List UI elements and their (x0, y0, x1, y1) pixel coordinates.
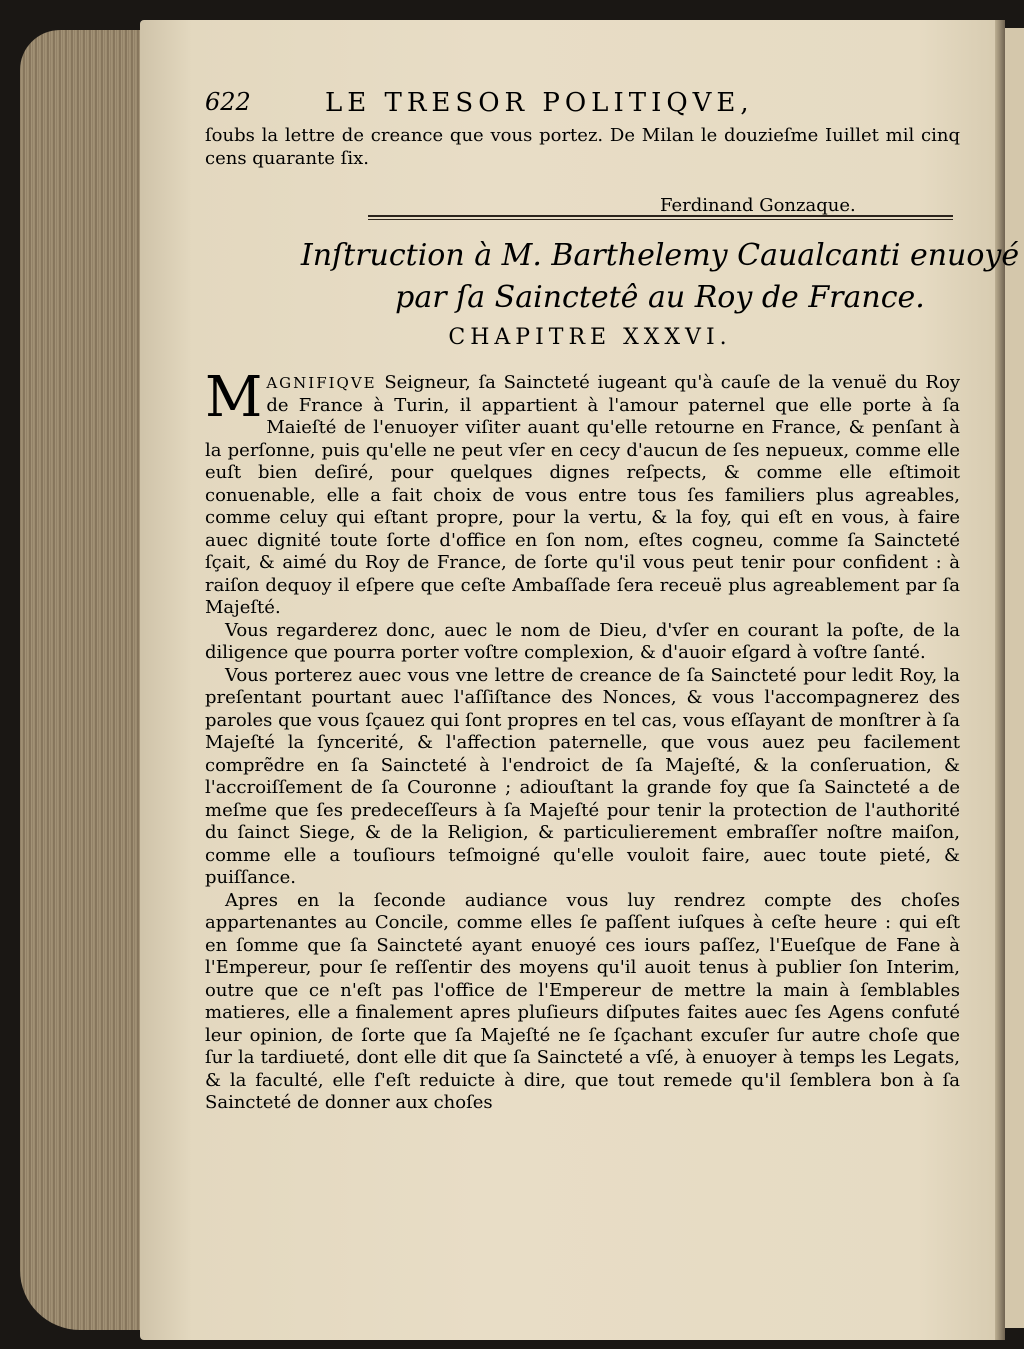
opening-word: AGNIFIQVE (266, 374, 377, 392)
page-gutter (995, 20, 1005, 1340)
previous-letter-end: ſoubs la lettre de creance que vous portez. De Milan le douzieſme Iuillet mil cinq cens quarante ſix. (205, 125, 960, 169)
section-divider (368, 215, 953, 217)
section-title: Inſtruction à M. Barthelemy Caualcanti enuoyé par ſa Sainctetê au Roy de France. (300, 238, 1020, 315)
paragraph-1 (205, 365, 960, 620)
paragraph-2: Vous regarderez donc, auec le nom de Dieu, d'vſer en courant la poſte, de la diligence que pourra porter voſtre complexion, & d'auoir eſgard à voſtre ſanté. (205, 619, 960, 663)
facing-page-edge (1003, 28, 1024, 1328)
page-number: 622 (205, 88, 251, 116)
running-title: LE TRESOR POLITIQVE, (325, 88, 754, 118)
drop-cap: M (205, 365, 263, 430)
signature: Ferdinand Gonzaque. (660, 195, 856, 216)
paragraph-3: Vous porterez auec vous vne lettre de creance de ſa Saincteté pour ledit Roy, la preſentant pourtant auec l'aſſiſtance des Nonces, & vous l'accompagnerez des paroles que vous ſçauez qui ſont propres en tel cas, vous eſſayant de monſtrer à ſa Majeſté la ſyncerité, & l'affection paternelle, que vous auez peu facilement comprẽdre en ſa Saincteté à l'endroict de ſa Majeſté, & la conſeruation, & l'accroiſſement de ſa Couronne ; adiouſtant la grande foy que ſa Saincteté a de meſme que ſes predeceſſeurs à ſa Majeſté pour tenir la protection de l'authorité du ſainct Siege, & de la Religion, & particulierement embraſſer noſtre maiſon, comme elle a touſiours teſmoigné qu'elle vouloit faire, auec toute pieté, & puiſſance. (205, 664, 960, 888)
running-head (205, 88, 965, 124)
main-text (205, 365, 960, 1115)
paragraph-text: Seigneur, ſa Saincteté iugeant qu'à cauſe de la venuë du Roy de France à Turin, il appartient à l'amour paternel que elle porte à ſa Maieſté de l'enuoyer viſiter auant qu'elle retourne en France, & penſant à la perſonne, puis qu'elle ne peut vſer en cecy d'aucun de ſes nepueux, comme elle euſt bien deſiré, pour quelques dignes reſpects, & comme elle eſtimoit conuenable, elle a fait choix de vous entre tous ſes familiers plus agreables, comme celuy qui eſtant propre, pour la vertu, & la foy, qui eſt en vous, à faire auec dignité toute ſorte d'office en ſon nom, eſtes cogneu, comme ſa Saincteté ſçait, & aimé du Roy de France, de ſorte qu'il vous peut tenir pour confident : à raiſon dequoy il eſpere que ceſte Ambaſſade ſera receuë plus agreablement par ſa Majeſté. (205, 372, 960, 618)
chapter-heading: CHAPITRE XXXVI. (448, 325, 732, 350)
section-divider-thin (368, 219, 953, 220)
paragraph-4: Apres en la ſeconde audiance vous luy rendrez compte des choſes appartenantes au Concile, comme elles ſe paſſent iuſques à ceſte heure : qui eſt en ſomme que ſa Saincteté ayant enuoyé ces iours paſſez, l'Eueſque de Fane à l'Empereur, pour ſe reſſentir des moyens qu'il auoit tenus à publier ſon Interim, outre que ce n'eſt pas l'office de l'Empereur de mettre la main à ſemblables matieres, elle a finalement apres pluſieurs diſputes faites auec ſes Agens confuté leur opinion, de ſorte que ſa Majeſté ne ſe ſçachant excuſer ſur autre choſe que ſur la tardiueté, dont elle dit que ſa Saincteté a vſé, à enuoyer à temps les Legats, & la faculté, elle ſ'eſt reduicte à dire, que tout remede qu'il ſemblera bon à ſa Saincteté de donner aux choſes (205, 889, 960, 1113)
